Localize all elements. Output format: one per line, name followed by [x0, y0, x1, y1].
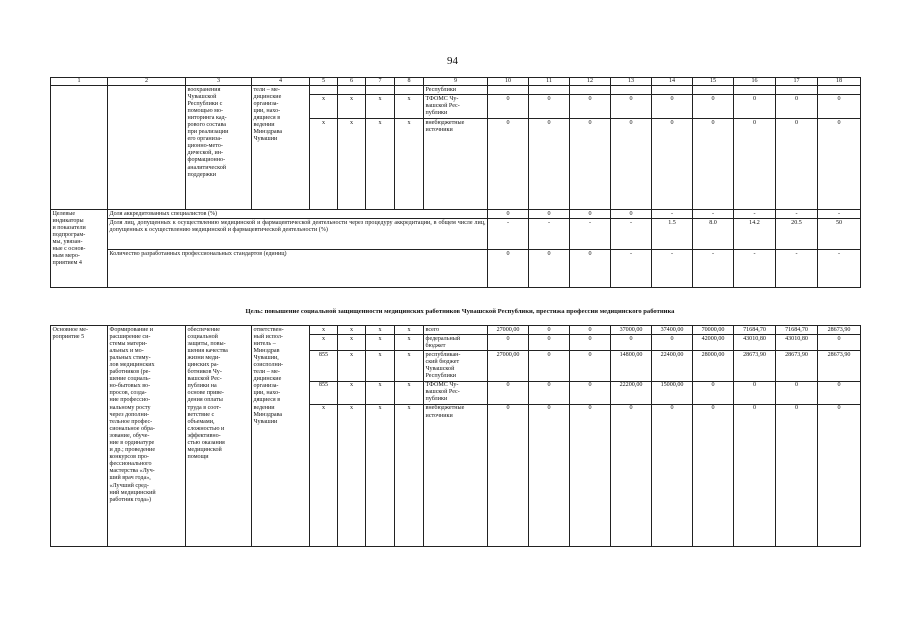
budget-code-cell: x — [395, 381, 424, 404]
empty-cell — [818, 86, 861, 95]
col-number: 8 — [395, 78, 424, 86]
value-cell: - — [734, 210, 776, 219]
value-cell: 0 — [776, 119, 818, 210]
col-number: 5 — [310, 78, 338, 86]
budget-code-cell: 855 — [310, 351, 338, 381]
table-row — [51, 86, 861, 95]
value-cell: 50 — [818, 219, 861, 250]
value-cell: - — [611, 250, 652, 288]
value-cell: 70000,00 — [693, 326, 734, 335]
budget-code-cell: x — [366, 119, 395, 210]
funding-source-cell: ТФОМС Чу- вашской Рес- публики — [424, 95, 488, 119]
value-cell: 0 — [611, 119, 652, 210]
value-cell: 0 — [570, 351, 611, 381]
value-cell: 0 — [652, 404, 693, 546]
col-number: 18 — [818, 78, 861, 86]
value-cell: 0 — [776, 381, 818, 404]
value-cell: 14800,00 — [611, 351, 652, 381]
value-cell: - — [693, 250, 734, 288]
empty-cell — [652, 86, 693, 95]
value-cell: 0 — [488, 404, 529, 546]
value-cell: 71684,70 — [734, 326, 776, 335]
value-cell: 0 — [529, 335, 570, 351]
executor-cell: ответствен- ный испол- нитель – Минздрав Чувашии, соисполни- тели – ме- дицинские организа- ции, нахо- дящиеся в ведении Минздрава Чувашии — [252, 326, 310, 547]
value-cell: 0 — [818, 95, 861, 119]
budget-code-cell: x — [310, 119, 338, 210]
empty-cell — [108, 86, 186, 210]
value-cell: 0 — [529, 381, 570, 404]
funding-source-cell: внебюджетные источники — [424, 119, 488, 210]
event-goal-cell: обеспечение социальной защиты, повы- шения качества жизни меди- цинских ра- ботников Чу- вашской Рес- публики на основе приве- дения оплаты труда в соот- ветствие с объемами, сложностью и эффективно- стью оказания медицинской помощи — [186, 326, 252, 547]
budget-code-cell: x — [366, 351, 395, 381]
value-cell: 0 — [818, 335, 861, 351]
value-cell: 0 — [529, 326, 570, 335]
value-cell: 0 — [734, 381, 776, 404]
value-cell: 37000,00 — [611, 326, 652, 335]
value-cell: 22200,00 — [611, 381, 652, 404]
budget-code-cell: x — [395, 404, 424, 546]
indicator-row — [51, 210, 861, 219]
value-cell: 0 — [611, 404, 652, 546]
program-table-event5 — [50, 325, 861, 547]
budget-code-cell: x — [338, 404, 366, 546]
empty-cell — [338, 86, 366, 95]
value-cell: 37400,00 — [652, 326, 693, 335]
value-cell: 0 — [529, 250, 570, 288]
empty-cell — [51, 86, 108, 210]
col-number: 10 — [488, 78, 529, 86]
empty-cell — [488, 86, 529, 95]
empty-cell — [366, 86, 395, 95]
col-number: 12 — [570, 78, 611, 86]
value-cell: 0 — [529, 119, 570, 210]
value-cell: 28673,90 — [776, 351, 818, 381]
value-cell: - — [570, 219, 611, 250]
indicators-label-cell: Целевые индикаторы и показатели подпрограм- мы, увязан- ные с основ- ным меро- приятием 4 — [51, 210, 108, 288]
value-cell: - — [611, 219, 652, 250]
value-cell: 0 — [776, 95, 818, 119]
value-cell: 0 — [570, 95, 611, 119]
value-cell: 0 — [488, 381, 529, 404]
col-number: 15 — [693, 78, 734, 86]
value-cell: 28673,90 — [734, 351, 776, 381]
goal-text-cell: воохранения Чувашской Республики с помощью мо- ниторинга кад- рового состава при реализации его организа- ционно-мето- дической, ин- формационно- аналитической поддержки — [186, 86, 252, 210]
value-cell: 0 — [611, 335, 652, 351]
budget-code-cell: x — [395, 119, 424, 210]
value-cell: 0 — [570, 250, 611, 288]
value-cell: 15000,00 — [652, 381, 693, 404]
budget-code-cell: x — [310, 326, 338, 335]
empty-cell — [776, 86, 818, 95]
value-cell: - — [652, 250, 693, 288]
col-number: 4 — [252, 78, 310, 86]
value-cell: 0 — [611, 210, 652, 219]
budget-code-cell: x — [366, 404, 395, 546]
value-cell: 0 — [488, 210, 529, 219]
value-cell: 0 — [693, 404, 734, 546]
value-cell: 27000,00 — [488, 351, 529, 381]
empty-cell — [734, 86, 776, 95]
value-cell: 0 — [693, 381, 734, 404]
empty-cell — [529, 86, 570, 95]
col-number: 16 — [734, 78, 776, 86]
empty-cell — [310, 86, 338, 95]
budget-code-cell: x — [338, 381, 366, 404]
value-cell: - — [734, 250, 776, 288]
value-cell: 0 — [570, 119, 611, 210]
budget-code-cell: x — [395, 351, 424, 381]
col-number: 7 — [366, 78, 395, 86]
value-cell: - — [776, 210, 818, 219]
value-cell: - — [818, 210, 861, 219]
value-cell: - — [529, 219, 570, 250]
col-number: 3 — [186, 78, 252, 86]
value-cell: 0 — [529, 404, 570, 546]
value-cell: 0 — [734, 119, 776, 210]
value-cell: 71684,70 — [776, 326, 818, 335]
value-cell: 28673,90 — [818, 326, 861, 335]
col-number: 9 — [424, 78, 488, 86]
value-cell: 0 — [693, 95, 734, 119]
value-cell: 1.5 — [652, 219, 693, 250]
indicator-text-cell: Количество разработанных профессиональных стандартов (единиц) — [108, 250, 488, 288]
value-cell: 0 — [488, 250, 529, 288]
indicator-row — [51, 250, 861, 288]
col-number: 13 — [611, 78, 652, 86]
empty-cell — [611, 86, 652, 95]
budget-code-cell: x — [366, 381, 395, 404]
budget-code-cell: x — [395, 326, 424, 335]
budget-code-cell: 855 — [310, 381, 338, 404]
budget-code-cell: x — [310, 95, 338, 119]
value-cell: 0 — [734, 404, 776, 546]
funding-source-cell: всего — [424, 326, 488, 335]
value-cell: 42000,00 — [693, 335, 734, 351]
program-table-continuation — [50, 77, 861, 288]
event-description-cell: Формирование и расширение си- стемы матери- альных и мо- ральных стиму- лов медицинских работников (ре- шение социаль- но-бытовых во- просов, созда- ние профессио- нальному росту через дополни- тельное профес- сиональное обра- зование, обуче- ние в ординатуре и др.; проведение конкурсов про- фессионального мастерства «Луч- ший врач года», «Лучший сред- ний медицинский работник года») — [108, 326, 186, 547]
value-cell: 0 — [734, 95, 776, 119]
value-cell: 0 — [529, 210, 570, 219]
value-cell: 14.2 — [734, 219, 776, 250]
value-cell: 0 — [488, 95, 529, 119]
col-number: 6 — [338, 78, 366, 86]
value-cell: - — [818, 250, 861, 288]
budget-code-cell: x — [366, 326, 395, 335]
value-cell: 0 — [776, 404, 818, 546]
value-cell: 0 — [652, 119, 693, 210]
page-number: 94 — [447, 55, 458, 67]
empty-cell — [693, 86, 734, 95]
budget-code-cell: x — [310, 335, 338, 351]
funding-source-cell: Республики — [424, 86, 488, 95]
budget-code-cell: x — [338, 119, 366, 210]
value-cell: 0 — [652, 335, 693, 351]
value-cell: 0 — [818, 404, 861, 546]
value-cell: 27000,00 — [488, 326, 529, 335]
budget-code-cell: x — [338, 351, 366, 381]
col-number: 17 — [776, 78, 818, 86]
col-number: 11 — [529, 78, 570, 86]
col-number: 1 — [51, 78, 108, 86]
funding-source-cell: республикан- ский бюджет Чувашской Республики — [424, 351, 488, 381]
value-cell: - — [652, 210, 693, 219]
value-cell: 0 — [652, 95, 693, 119]
value-cell: 43010,80 — [734, 335, 776, 351]
executor-cell: тели – ме- дицинские организа- ции, нахо- дящиеся в ведении Минздрава Чувашии — [252, 86, 310, 210]
value-cell: 0 — [818, 119, 861, 210]
funding-source-cell: ТФОМС Чу- вашской Рес- публики — [424, 381, 488, 404]
value-cell: 0 — [570, 326, 611, 335]
value-cell: 0 — [529, 95, 570, 119]
empty-cell — [570, 86, 611, 95]
value-cell: 0 — [570, 335, 611, 351]
column-number-row — [51, 78, 861, 86]
budget-code-cell: x — [366, 335, 395, 351]
goal-heading: Цель: повышение социальной защищенности медицинских работников Чувашской Республики, престижа профессии медицинского работника — [245, 308, 675, 315]
indicator-text-cell: Доля лиц, допущенных к осуществлению медицинской и фармацевтической деятельности через процедуру аккредитации, в общем числе лиц, допущенных к осуществлению медицинской и фармацевтической деятельности (%) — [108, 219, 488, 250]
budget-code-cell: x — [395, 335, 424, 351]
funding-source-cell: федеральный бюджет — [424, 335, 488, 351]
value-cell: 0 — [488, 335, 529, 351]
value-cell: 22400,00 — [652, 351, 693, 381]
budget-code-cell: x — [395, 95, 424, 119]
funding-source-cell: внебюджетные источники — [424, 404, 488, 546]
value-cell: 20.5 — [776, 219, 818, 250]
value-cell: 0 — [693, 119, 734, 210]
value-cell: 0 — [570, 404, 611, 546]
value-cell: 0 — [488, 119, 529, 210]
value-cell: 28000,00 — [693, 351, 734, 381]
indicator-row — [51, 219, 861, 250]
value-cell: 0 — [570, 381, 611, 404]
col-number: 2 — [108, 78, 186, 86]
value-cell: 28673,90 — [818, 351, 861, 381]
empty-cell — [395, 86, 424, 95]
value-cell: 0 — [611, 95, 652, 119]
event-label-cell: Основное ме- роприятие 5 — [51, 326, 108, 547]
indicator-text-cell: Доля аккредитованных специалистов (%) — [108, 210, 488, 219]
value-cell: 8.0 — [693, 219, 734, 250]
budget-code-cell: x — [338, 95, 366, 119]
value-cell: - — [693, 210, 734, 219]
value-cell: - — [488, 219, 529, 250]
value-cell: - — [776, 250, 818, 288]
budget-code-cell: x — [310, 404, 338, 546]
col-number: 14 — [652, 78, 693, 86]
value-cell: 0 — [570, 210, 611, 219]
budget-code-cell: x — [338, 326, 366, 335]
budget-code-cell: x — [366, 95, 395, 119]
budget-code-cell: x — [338, 335, 366, 351]
value-cell: 43010,80 — [776, 335, 818, 351]
table-row — [51, 326, 861, 335]
value-cell: 0 — [529, 351, 570, 381]
value-cell: 0 — [818, 381, 861, 404]
